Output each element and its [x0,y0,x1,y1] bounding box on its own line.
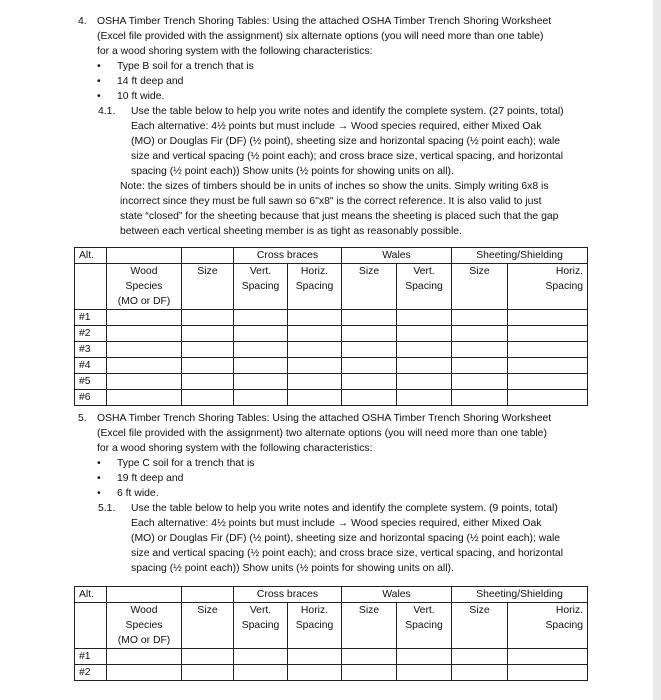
characteristics-list [97,456,598,501]
row-label: #3 [75,342,107,358]
note-line: incorrect since they must be full sawn so 6"x8" is the correct reference. It is also valid to just [120,196,542,207]
header-size: Size [452,264,508,310]
row-label: #2 [75,326,107,342]
header-sheeting: Sheeting/Shielding [452,587,588,603]
header-horiz-spacing: Horiz. Spacing [508,603,588,649]
question-number: 5. [78,413,87,424]
question-line: for a wood shoring system with the following characteristics: [97,46,373,57]
header-wood-species: Wood Species (MO or DF) [107,264,182,310]
header-horiz-spacing: Horiz. Spacing [288,603,342,649]
page-edge [653,0,661,700]
header-size: Size [342,264,397,310]
row-label: #2 [75,665,107,681]
header-alt: Alt. [75,248,107,264]
subquestion-number: 4.1. [98,106,116,117]
list-item: • Type B soil for a trench that is [97,59,598,74]
characteristics-list [97,59,598,104]
list-item: • 6 ft wide. [97,486,598,501]
subquestion-line: (MO) or Douglas Fir (DF) (½ point), sheeting size and horizontal spacing (½ point each); wale [131,136,561,147]
question-4 [78,14,598,239]
question-line: (Excel file provided with the assignment) six alternate options (you will need more than one table) [97,31,544,42]
subquestion-number: 5.1. [98,503,116,514]
shoring-table-2 [74,586,588,681]
header-alt: Alt. [75,587,107,603]
header-cross-braces: Cross braces [234,587,342,603]
header-size: Size [452,603,508,649]
list-item: • 14 ft deep and [97,74,598,89]
table-row [75,390,588,406]
question-line: for a wood shoring system with the following characteristics: [97,443,373,454]
header-sheeting: Sheeting/Shielding [452,248,588,264]
subquestion-line: Use the table below to help you write notes and identify the complete system. (27 points, total) [131,106,564,117]
question-line: (Excel file provided with the assignment) two alternate options (you will need more than one table) [97,428,547,439]
header-vert-spacing: Vert. Spacing [234,264,288,310]
subquestion-line: spacing (½ point each)) Show units (½ points for showing units on all). [131,166,454,177]
list-item: • 19 ft deep and [97,471,598,486]
subquestion-line: (MO) or Douglas Fir (DF) (½ point), sheeting size and horizontal spacing (½ point each); wale [131,533,561,544]
subquestion-5-1 [98,501,598,576]
row-label: #5 [75,374,107,390]
row-label: #6 [75,390,107,406]
list-item: • 10 ft wide. [97,89,598,104]
table-row [75,358,588,374]
row-label: #1 [75,310,107,326]
note-line: between each vertical sheeting member is as tight as reasonably possible. [120,226,462,237]
note-line: state “closed” for the sheeting because that just means the sheeting is placed such that the gap [120,211,559,222]
header-vert-spacing: Vert. Spacing [234,603,288,649]
header-cross-braces: Cross braces [234,248,342,264]
subquestion-line: Use the table below to help you write notes and identify the complete system. (9 points, total) [131,503,558,514]
subquestion-line: Each alternative: 4½ points but must include → Wood species required, either Mixed Oak [131,518,542,529]
question-5 [78,411,598,576]
shoring-table-1 [74,247,588,406]
header-wales: Wales [342,248,452,264]
table-row [75,665,588,681]
header-size: Size [182,603,234,649]
header-size: Size [182,264,234,310]
question-line: OSHA Timber Trench Shoring Tables: Using the attached OSHA Timber Trench Shoring Worksheet [97,16,552,27]
row-label: #4 [75,358,107,374]
header-vert-spacing: Vert. Spacing [397,603,452,649]
header-horiz-spacing: Horiz. Spacing [508,264,588,310]
header-wales: Wales [342,587,452,603]
note-line: Note: the sizes of timbers should be in units of inches so show the units. Simply writing 6x8 is [120,181,549,192]
question-number: 4. [78,16,87,27]
header-horiz-spacing: Horiz. Spacing [288,264,342,310]
header-wood-species: Wood Species (MO or DF) [107,603,182,649]
row-label: #1 [75,649,107,665]
header-vert-spacing: Vert. Spacing [397,264,452,310]
subquestion-line: Each alternative: 4½ points but must include → Wood species required, either Mixed Oak [131,121,542,132]
table-row [75,374,588,390]
table-row [75,342,588,358]
table-row [75,310,588,326]
subquestion-line: size and vertical spacing (½ point each); and cross brace size, vertical spacing, and horizontal [131,151,564,162]
table-row [75,326,588,342]
list-item: • Type C soil for a trench that is [97,456,598,471]
subquestion-4-1 [98,104,598,239]
subquestion-line: size and vertical spacing (½ point each); and cross brace size, vertical spacing, and horizontal [131,548,564,559]
subquestion-line: spacing (½ point each)) Show units (½ points for showing units on all). [131,563,454,574]
header-size: Size [342,603,397,649]
table-row [75,649,588,665]
question-line: OSHA Timber Trench Shoring Tables: Using the attached OSHA Timber Trench Shoring Worksheet [97,413,552,424]
